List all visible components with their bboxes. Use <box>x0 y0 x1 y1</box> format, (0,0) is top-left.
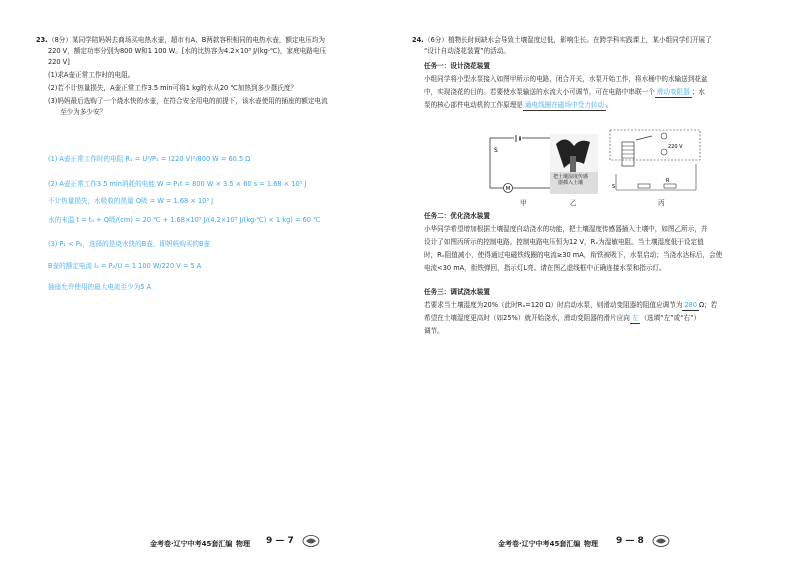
task-3-line-2a: 希望在土壤湿度更高时（如25%）就开始浇水，滑动变阻器的滑片应向 <box>424 314 630 322</box>
task-3-line-2b: （选填“左”或“右”） <box>640 314 701 322</box>
figure-jia-label: 甲 <box>520 199 527 207</box>
question-23-line-3: 220 V] <box>48 58 70 66</box>
task-3-line-1 <box>424 301 717 311</box>
figure-bing-control-circuit <box>608 124 704 196</box>
right-page <box>400 0 800 569</box>
answer-line-3: 不计热量损失，水吸收的热量 Q吸 = W = 1.68 × 10⁵ J <box>48 197 214 205</box>
task-1-line-2 <box>424 88 705 98</box>
task-3-line-2 <box>424 314 700 324</box>
right-footer-subject: 物理 <box>584 540 598 548</box>
figure-yi-caption-1: 把土壤湿度传感 <box>553 174 589 180</box>
task-3-title: 任务三：调试浇水装置 <box>424 288 490 296</box>
task-3-line-1a: 若要求当土壤湿度为20%（此时Rₓ=120 Ω）时启动水泵，则滑动变阻器的阻值应调节为 <box>424 301 683 309</box>
figure-bing-resistor-label: R <box>666 178 670 184</box>
task-1-line-3 <box>424 101 613 111</box>
question-23-sub-2: (2)若不计热量损失，A壶正常工作3.5 min可将1 kg的水从20 ℃加热到多少摄氏度？ <box>48 84 298 92</box>
right-footer-brand: 金考卷·辽宁中考45套汇编 <box>498 540 581 548</box>
task-1-line-1: 小组同学将小型水泵接入如图甲所示的电路，闭合开关，水泵开始工作，将水桶中的水输送到花盆 <box>424 75 708 83</box>
left-footer-brand: 金考卷·辽宁中考45套汇编 <box>150 540 233 548</box>
question-23-line-2: 220 V，额定功率分别为800 W和1 100 W。[水的比热容为4.2×10³ J/(kg·℃)，家庭电路电压 <box>48 47 327 55</box>
task-3-line-3: 调节。 <box>424 327 444 335</box>
right-page-number: 9 — 8 <box>616 536 644 546</box>
task-1-blank-2: 通电线圈在磁场中受力转动 <box>524 101 605 109</box>
task-2-line-2: 设计了如图丙所示的控制电路。控制电路电压恒为12 V，Rₓ为湿敏电阻。当土壤湿度低于设定值 <box>424 238 704 246</box>
task-2-line-4: 电流<30 mA，衔铁弹回，指示灯L亮。请在图乙虚线框中正确连接水泵和指示灯。 <box>424 264 666 272</box>
question-23-sub-1: (1)求A壶正常工作时的电阻。 <box>48 71 135 79</box>
task-2-line-1: 小华同学希望增加根据土壤湿度自动浇水的功能，把土壤湿度传感器插入土壤中，如图乙所示，并 <box>424 225 708 233</box>
jinkaojuan-logo-icon <box>302 534 320 548</box>
task-3-line-1b: Ω；若 <box>699 301 718 309</box>
task-1-blank-1: 滑动变阻器 <box>656 88 690 96</box>
figure-bing-voltage-label: 220 V <box>668 144 683 150</box>
figure-yi-caption-2: 器插入土壤 <box>558 180 584 186</box>
question-23-number: 23. <box>36 36 48 44</box>
jinkaojuan-logo-icon <box>652 534 670 548</box>
task-3-blank-2: 左 <box>631 314 639 322</box>
task-1-line-3a: 泵的核心部件电动机的工作原理是 <box>424 101 523 109</box>
figure-bing-switch-label: S <box>612 184 616 190</box>
question-24-line-1: （6分）植物长时间缺水会导致土壤湿度过低，影响生长。在跨学科实践课上，某小组同学们开展了 <box>424 36 712 44</box>
answer-line-6: B壶的额定电流 I₂ = P₂/U = 1 100 W/220 V = 5 A <box>48 262 202 270</box>
answer-line-7: 插座允许使用的最大电流至少为5 A <box>48 283 152 291</box>
answer-line-5: (3) P₁ < P₂，选择的是烧水快的B壶，即妈妈购买的B壶 <box>48 240 211 248</box>
question-23-line-1: （8分）某同学陪妈妈去商场买电热水壶，超市有A、B两款容积相同的电热水壶，额定电压均为 <box>48 36 325 44</box>
answer-line-4: 水的末温 t = t₀ + Q吸/(cm) = 20 ℃ + 1.68×10⁵ J/(4.2×10³ J/(kg·℃) × 1 kg) = 60 ℃ <box>48 216 321 224</box>
figure-jia-switch-label: S <box>494 147 498 154</box>
figure-jia-motor-label: M <box>505 186 511 192</box>
left-page-number: 9 — 7 <box>266 536 294 546</box>
question-24-line-2: “设计自动浇花装置”的活动。 <box>424 47 510 55</box>
question-24-number: 24. <box>412 36 424 44</box>
task-2-title: 任务二：优化浇水装置 <box>424 212 490 220</box>
task-1-line-2b: ；水 <box>691 88 705 96</box>
answer-line-1: (1) A壶正常工作时的电阻 R₁ = U²/P₁ = (220 V)²/800 W = 60.5 Ω <box>48 155 251 163</box>
question-23-sub-3a: (3)妈妈最后选购了一个烧水快的水壶，在符合安全用电的前提下，该水壶使用的插座的额定电流 <box>48 97 328 105</box>
task-1-title: 任务一：设计浇花装置 <box>424 62 490 70</box>
task-2-line-3: 时，Rₓ阻值减小，使得通过电磁铁线圈的电流≥30 mA，衔铁被吸下，水泵启动；当浇水达标后，会使 <box>424 251 723 259</box>
figure-yi-label: 乙 <box>570 199 577 207</box>
question-23-sub-3b: 至少为多少安？ <box>60 108 107 116</box>
left-footer-subject: 物理 <box>236 540 250 548</box>
task-1-line-2a: 中，实现浇花的目的。若要使水泵输送的水流大小可调节，可在电路中串联一个 <box>424 88 655 96</box>
figure-bing-label: 丙 <box>658 199 665 207</box>
task-1-line-3b: 。 <box>606 101 613 109</box>
task-3-blank-1: 280 <box>684 301 698 309</box>
answer-line-2: (2) A壶正常工作3.5 min消耗的电能 W = P₁t = 800 W × 3.5 × 60 s = 1.68 × 10⁵ J <box>48 180 307 188</box>
